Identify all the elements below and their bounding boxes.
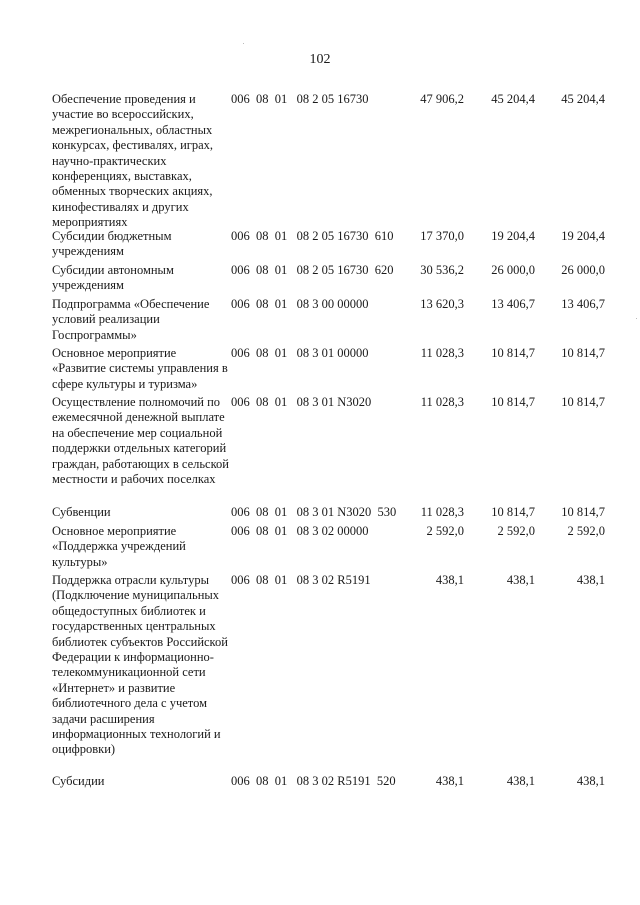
row-value-1: 438,1 xyxy=(435,573,464,587)
row-value-1: 11 028,3 xyxy=(420,346,464,360)
row-value-2: 13 406,7 xyxy=(491,297,535,311)
row-name: Субсидии автономным учреждениям xyxy=(52,263,174,293)
row-code: 006 08 01 08 2 05 16730 xyxy=(231,92,369,106)
row-value-1: 13 620,3 xyxy=(420,297,464,311)
row-value-3: 10 814,7 xyxy=(561,346,605,360)
row-code: 006 08 01 08 3 00 00000 xyxy=(231,297,369,311)
row-name: Поддержка отрасли культуры (Подключение муниципальных общедоступных библиотек и государственных центральных библиотек субъектов Российской Федерации к информационно-телекоммуникационной сети «Интернет» и развитие библиотечного дела с учетом задачи расширения информационных технологий и оцифровки) xyxy=(52,573,228,757)
row-value-3: 26 000,0 xyxy=(561,263,605,277)
row-value-2: 438,1 xyxy=(506,774,535,788)
row-value-2: 2 592,0 xyxy=(497,524,535,538)
row-code: 006 08 01 08 3 01 N3020 xyxy=(231,395,372,409)
row-value-1: 30 536,2 xyxy=(420,263,464,277)
row-value-3: 10 814,7 xyxy=(561,505,605,519)
row-code: 006 08 01 08 3 02 00000 xyxy=(231,524,369,538)
row-name: Субсидии xyxy=(52,774,105,788)
row-value-2: 438,1 xyxy=(506,573,535,587)
row-value-2: 19 204,4 xyxy=(491,229,535,243)
row-value-1: 47 906,2 xyxy=(420,92,464,106)
row-value-1: 438,1 xyxy=(435,774,464,788)
row-code: 006 08 01 08 2 05 16730 620 xyxy=(231,263,394,277)
row-value-3: 13 406,7 xyxy=(561,297,605,311)
row-name: Подпрограмма «Обеспечение условий реализации Госпрограммы» xyxy=(52,297,210,342)
row-code: 006 08 01 08 3 01 N3020 530 xyxy=(231,505,397,519)
row-value-1: 2 592,0 xyxy=(426,524,464,538)
page-number: 102 xyxy=(309,52,331,67)
row-value-3: 19 204,4 xyxy=(561,229,605,243)
row-code: 006 08 01 08 3 02 R5191 520 xyxy=(231,774,396,788)
row-code: 006 08 01 08 2 05 16730 610 xyxy=(231,229,394,243)
row-value-3: 2 592,0 xyxy=(567,524,605,538)
row-name: Основное мероприятие «Развитие системы управления в сфере культуры и туризма» xyxy=(52,346,228,391)
row-code: 006 08 01 08 3 02 R5191 xyxy=(231,573,371,587)
row-value-3: 10 814,7 xyxy=(561,395,605,409)
row-name: Обеспечение проведения и участие во всероссийских, межрегиональных, областных конкурсах, фестивалях, играх, научно-практических конференциях, выставках, обменных творческих акциях, кинофестивалях и других мероприятиях xyxy=(52,92,214,230)
scan-speck xyxy=(636,318,637,319)
row-name: Субвенции xyxy=(52,505,111,519)
row-value-3: 45 204,4 xyxy=(561,92,605,106)
scan-speck xyxy=(243,43,244,44)
row-value-2: 26 000,0 xyxy=(491,263,535,277)
row-name: Осуществление полномочий по ежемесячной денежной выплате на обеспечение мер социальной поддержки отдельных категорий граждан, работающих в сельской местности и рабочих поселках xyxy=(52,395,229,487)
row-value-1: 11 028,3 xyxy=(420,505,464,519)
row-value-3: 438,1 xyxy=(576,774,605,788)
row-name: Основное мероприятие «Поддержка учреждений культуры» xyxy=(52,524,186,569)
row-value-1: 11 028,3 xyxy=(420,395,464,409)
row-name: Субсидии бюджетным учреждениям xyxy=(52,229,172,259)
row-value-2: 10 814,7 xyxy=(491,505,535,519)
row-value-2: 10 814,7 xyxy=(491,346,535,360)
row-value-2: 10 814,7 xyxy=(491,395,535,409)
row-value-2: 45 204,4 xyxy=(491,92,535,106)
row-value-1: 17 370,0 xyxy=(420,229,464,243)
row-code: 006 08 01 08 3 01 00000 xyxy=(231,346,369,360)
row-value-3: 438,1 xyxy=(576,573,605,587)
